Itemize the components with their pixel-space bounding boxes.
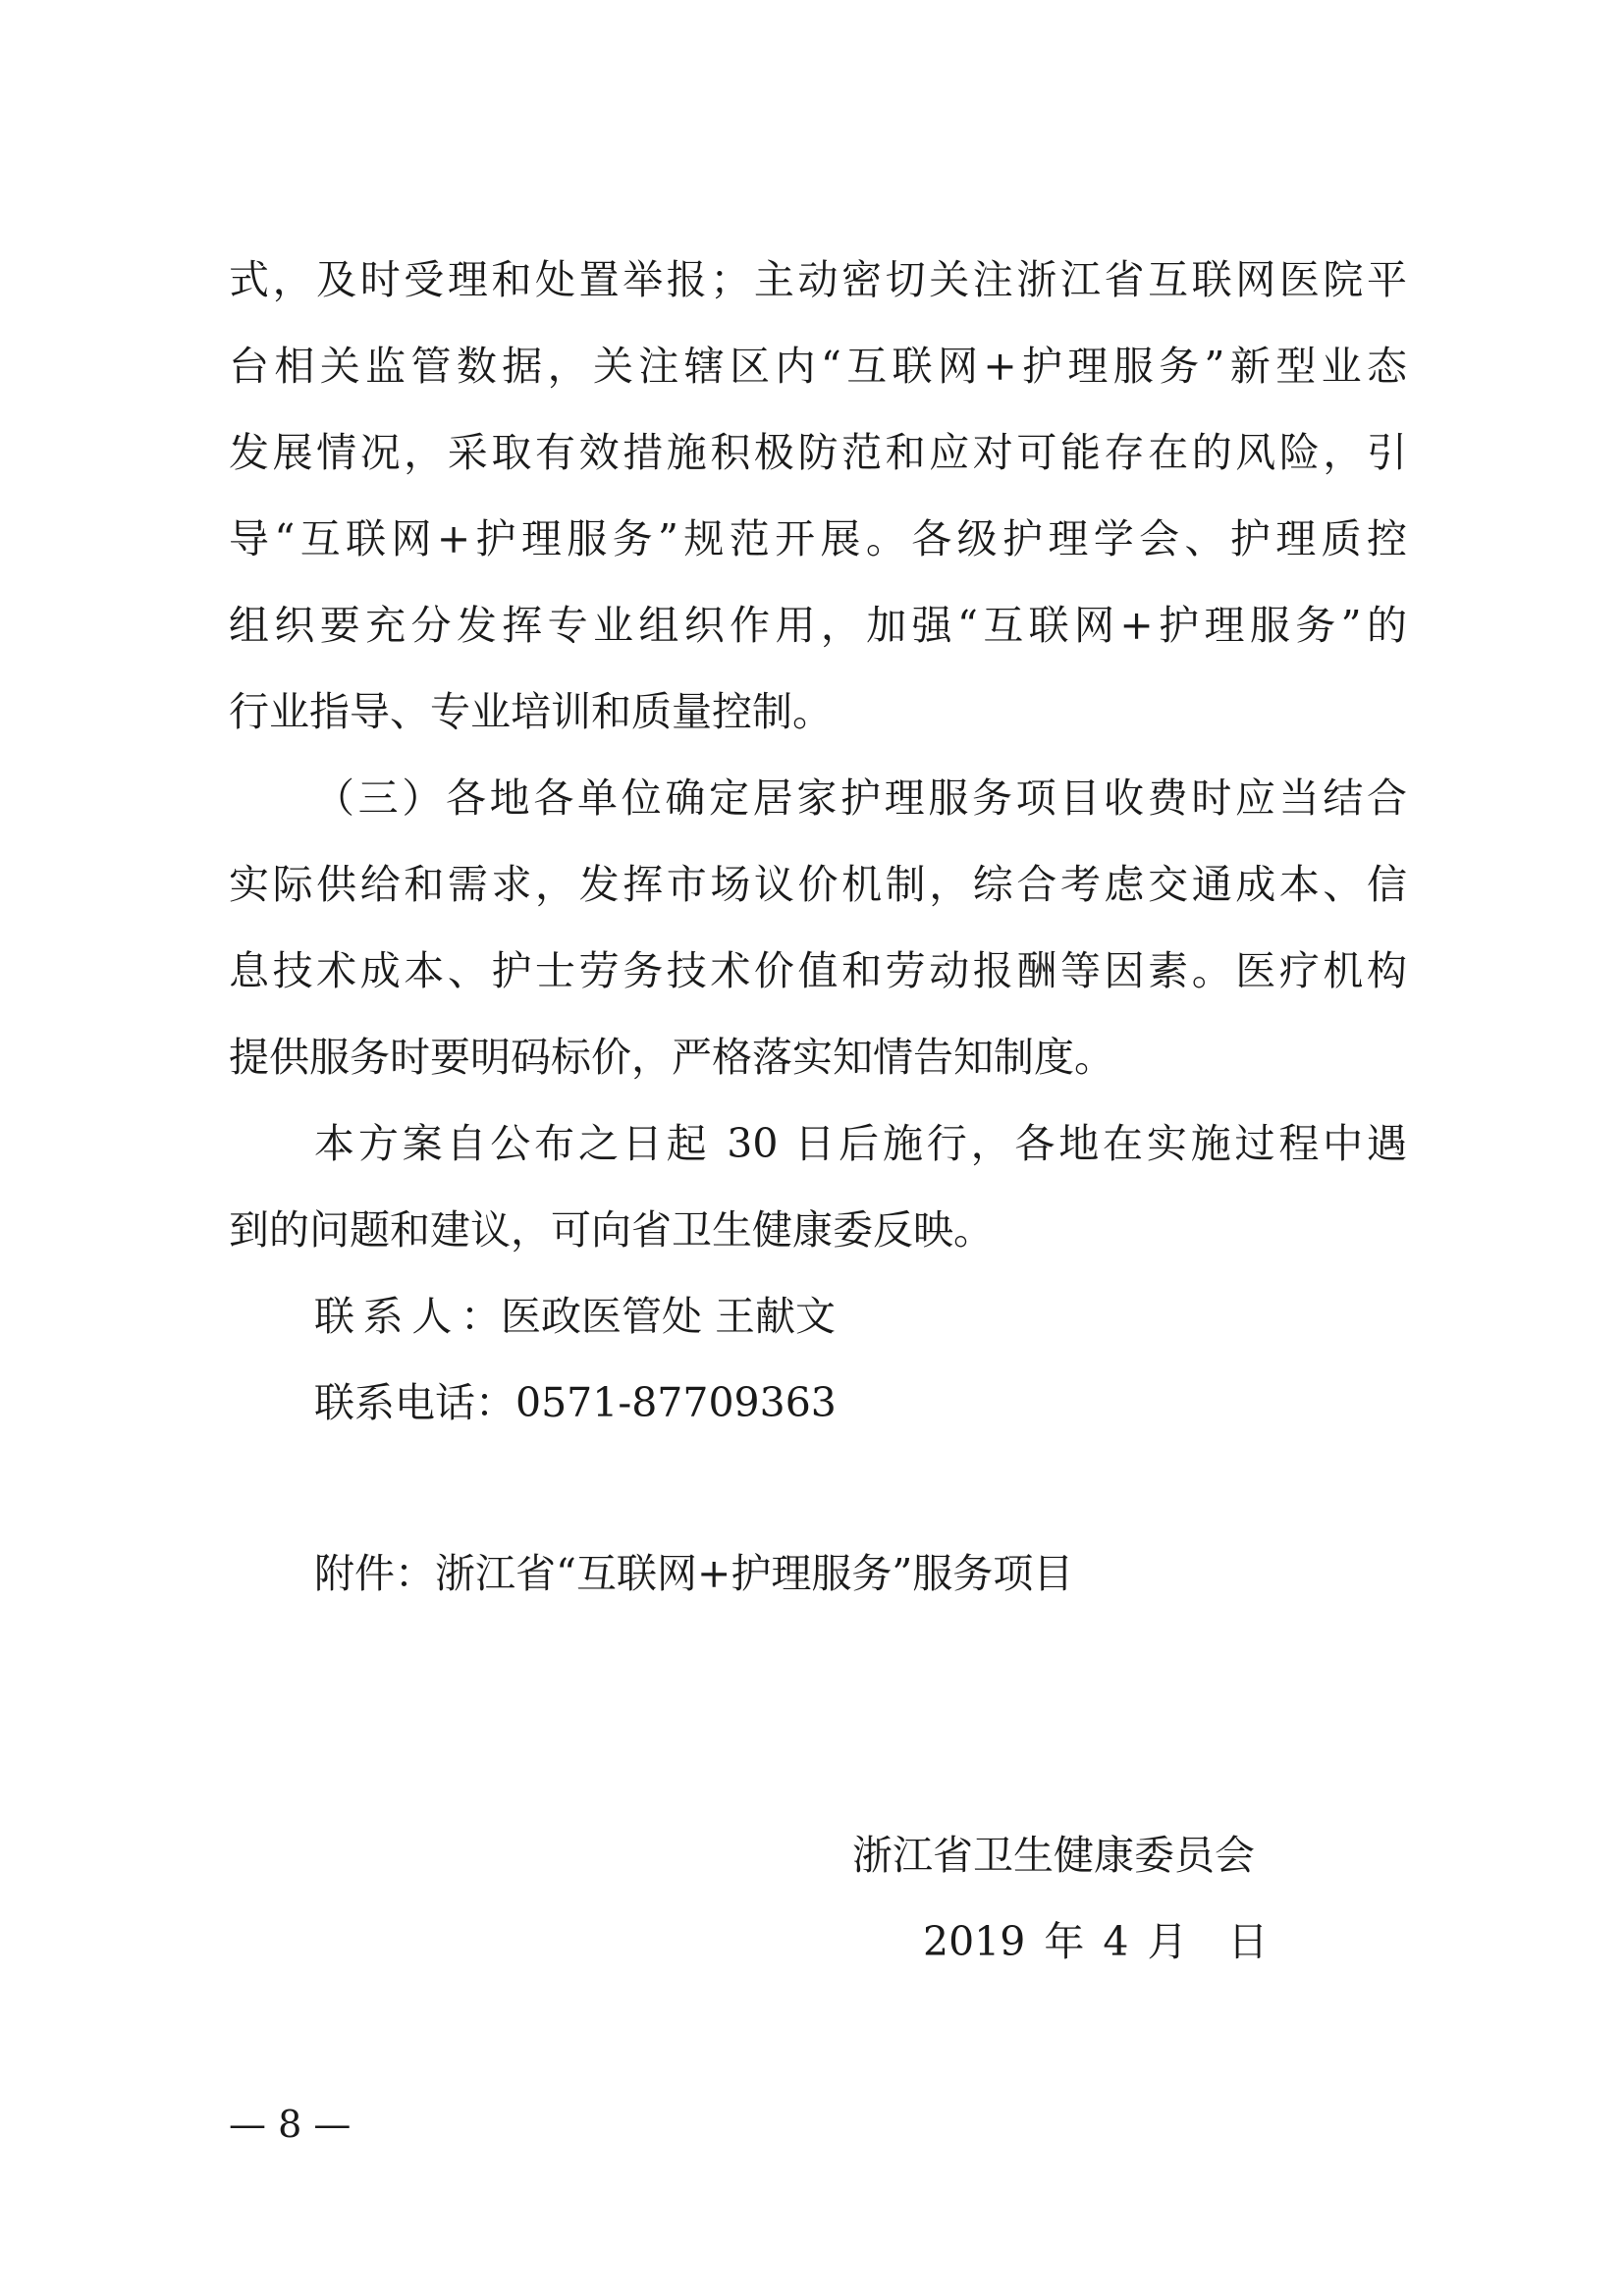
- paragraph-3-line-2: 到的问题和建议，可向省卫生健康委反映。: [229, 1206, 994, 1254]
- contact-phone-value: 0571-87709363: [515, 1379, 837, 1426]
- paragraph-1-line-6: 行业指导、专业培训和质量控制。: [229, 688, 833, 735]
- contact-phone-label: 联系电话：: [314, 1379, 515, 1426]
- issue-date: 2019 年 4 月 日: [923, 1918, 1269, 1965]
- contact-person-label: 联系人：: [314, 1293, 501, 1340]
- paragraph-1-line-3: 发展情况，采取有效措施积极防范和应对可能存在的风险，引: [229, 429, 1407, 476]
- paragraph-2-line-3: 息技术成本、护士劳务技术价值和劳动报酬等因素。医疗机构: [229, 947, 1407, 994]
- paragraph-3-line-1: 本方案自公布之日起 30 日后施行，各地在实施过程中遇: [314, 1120, 1407, 1167]
- paragraph-2-line-2: 实际供给和需求，发挥市场议价机制，综合考虑交通成本、信: [229, 861, 1407, 908]
- paragraph-2-line-4: 提供服务时要明码标价，严格落实知情告知制度。: [229, 1034, 1114, 1081]
- contact-phone: [314, 1373, 837, 1432]
- paragraph-1-line-1: 式，及时受理和处置举报；主动密切关注浙江省互联网医院平: [229, 256, 1407, 303]
- issuing-organization: 浙江省卫生健康委员会: [852, 1832, 1255, 1879]
- contact-person: [314, 1287, 836, 1346]
- attachment-note: 附件：浙江省“互联网+护理服务”服务项目: [314, 1550, 1074, 1597]
- paragraph-1-line-4: 导“互联网+护理服务”规范开展。各级护理学会、护理质控: [229, 515, 1407, 562]
- paragraph-1-line-2: 台相关监管数据，关注辖区内“互联网+护理服务”新型业态: [229, 343, 1407, 390]
- paragraph-2-line-1: （三）各地各单位确定居家护理服务项目收费时应当结合: [314, 774, 1407, 822]
- page-number: — 8 —: [229, 2103, 352, 2146]
- paragraph-1-line-5: 组织要充分发挥专业组织作用，加强“互联网+护理服务”的: [229, 602, 1407, 649]
- contact-person-value: 医政医管处 王献文: [501, 1293, 837, 1340]
